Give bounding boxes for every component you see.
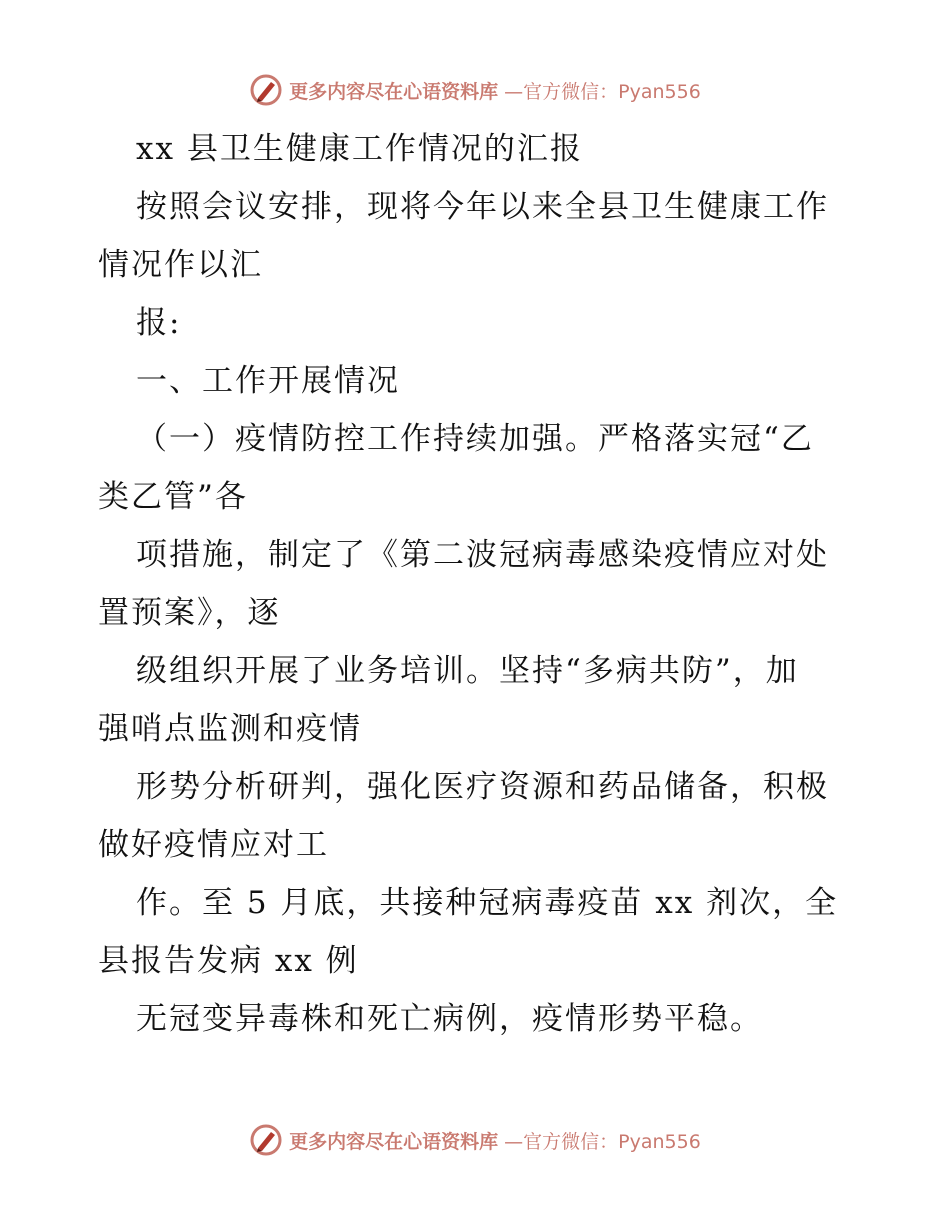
document-body xyxy=(98,120,853,1048)
paragraph-line: 县报告发病 xx 例 xyxy=(98,943,359,979)
paragraph-line: 无冠变异毒株和死亡病例，疫情形势平稳。 xyxy=(136,1001,763,1037)
banner-wechat-text: —官方微信：Pyan556 xyxy=(504,1130,701,1153)
pen-logo-icon xyxy=(249,1123,283,1157)
paragraph-line: 强哨点监测和疫情 xyxy=(98,711,362,747)
footer-banner xyxy=(0,1120,950,1160)
header-banner xyxy=(0,70,950,110)
paragraph-line: 情况作以汇 xyxy=(98,247,263,283)
paragraph-line: 类乙管”各 xyxy=(98,479,248,515)
paragraph-line: 形势分析研判，强化医疗资源和药品储备，积极 xyxy=(136,769,829,805)
banner-content xyxy=(249,1123,701,1157)
paragraph-line: 项措施，制定了《第二波冠病毒感染疫情应对处 xyxy=(136,537,829,573)
paragraph-line: （一）疫情防控工作持续加强。严格落实冠“乙 xyxy=(136,421,814,457)
document-title: xx 县卫生健康工作情况的汇报 xyxy=(136,131,583,167)
banner-main-text: 更多内容尽在心语资料库 xyxy=(289,1130,499,1153)
paragraph-line: 作。至 5 月底，共接种冠病毒疫苗 xx 剂次，全 xyxy=(136,885,839,921)
paragraph-line: 置预案》，逐 xyxy=(98,595,281,631)
banner-wechat-text: —官方微信：Pyan556 xyxy=(504,80,701,103)
paragraph-line: 报: xyxy=(136,305,182,341)
paragraph-line: 做好疫情应对工 xyxy=(98,827,329,863)
paragraph-line: 级组织开展了业务培训。坚持“多病共防”，加 xyxy=(136,653,799,689)
pen-logo-icon xyxy=(249,73,283,107)
banner-main-text: 更多内容尽在心语资料库 xyxy=(289,80,499,103)
section-heading: 一、工作开展情况 xyxy=(136,363,400,399)
banner-content xyxy=(249,73,701,107)
paragraph-line: 按照会议安排，现将今年以来全县卫生健康工作 xyxy=(136,189,829,225)
